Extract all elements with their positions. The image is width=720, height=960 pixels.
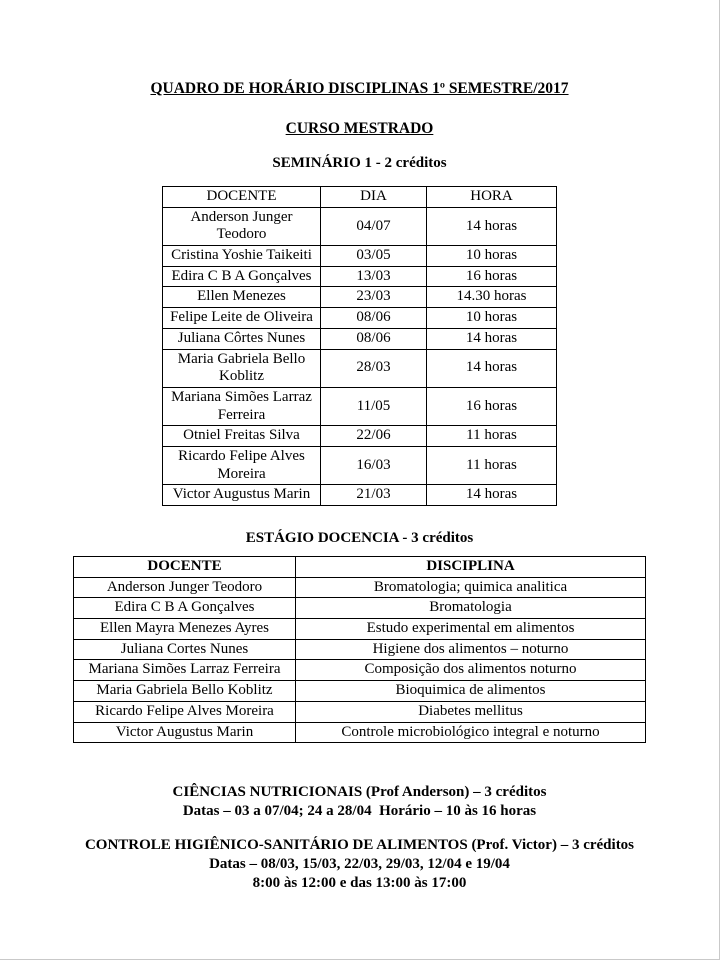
ciencias-dates: Datas – 03 a 07/04; 24 a 28/04 Horário – 10 às 16 horas (182, 803, 537, 820)
disciplina-cell: Composição dos alimentos noturno (296, 660, 646, 681)
dia-cell: 03/05 (321, 246, 427, 267)
hora-cell: 14 horas (427, 207, 557, 245)
table-row (74, 660, 646, 681)
seminario-heading: SEMINÁRIO 1 - 2 créditos (272, 155, 447, 171)
seminario-col-docente: DOCENTE (163, 187, 321, 208)
hora-cell: 14 horas (427, 349, 557, 387)
estagio-col-disciplina: DISCIPLINA (296, 557, 646, 578)
docente-cell: Edira C B A Gonçalves (74, 598, 296, 619)
dia-cell: 08/06 (321, 308, 427, 329)
docente-cell: Victor Augustus Marin (74, 722, 296, 743)
docente-cell: Mariana Simões Larraz Ferreira (163, 387, 321, 425)
docente-cell: Ellen Menezes (163, 287, 321, 308)
docente-cell: Maria Gabriela Bello Koblitz (74, 681, 296, 702)
table-row (163, 349, 557, 387)
seminario-col-dia: DIA (321, 187, 427, 208)
table-row (163, 485, 557, 506)
docente-cell: Cristina Yoshie Taikeiti (163, 246, 321, 267)
table-row (163, 446, 557, 484)
docente-cell: Juliana Cortes Nunes (74, 639, 296, 660)
estagio-header-row (74, 557, 646, 578)
hora-cell: 11 horas (427, 426, 557, 447)
dia-cell: 21/03 (321, 485, 427, 506)
hora-cell: 11 horas (427, 446, 557, 484)
table-row (163, 266, 557, 287)
table-row (74, 681, 646, 702)
document-title: QUADRO DE HORÁRIO DISCIPLINAS 1º SEMESTRE/2017 (150, 80, 569, 97)
estagio-col-docente: DOCENTE (74, 557, 296, 578)
dia-cell: 23/03 (321, 287, 427, 308)
table-row (163, 207, 557, 245)
hora-cell: 10 horas (427, 246, 557, 267)
disciplina-cell: Bioquimica de alimentos (296, 681, 646, 702)
dia-cell: 13/03 (321, 266, 427, 287)
dia-cell: 08/06 (321, 328, 427, 349)
hora-cell: 10 horas (427, 308, 557, 329)
dia-cell: 28/03 (321, 349, 427, 387)
docente-cell: Juliana Côrtes Nunes (163, 328, 321, 349)
table-row (163, 287, 557, 308)
table-row (163, 328, 557, 349)
hora-cell: 14.30 horas (427, 287, 557, 308)
seminario-table (162, 186, 557, 506)
docente-cell: Maria Gabriela Bello Koblitz (163, 349, 321, 387)
table-row (163, 426, 557, 447)
table-row (74, 701, 646, 722)
docente-cell: Otniel Freitas Silva (163, 426, 321, 447)
ciencias-block (0, 783, 719, 821)
table-row (163, 387, 557, 425)
controle-title: CONTROLE HIGIÊNICO-SANITÁRIO DE ALIMENTOS (Prof. Victor) – 3 créditos (84, 837, 635, 854)
disciplina-cell: Diabetes mellitus (296, 701, 646, 722)
docente-cell: Anderson Junger Teodoro (163, 207, 321, 245)
dia-cell: 04/07 (321, 207, 427, 245)
docente-cell: Mariana Simões Larraz Ferreira (74, 660, 296, 681)
docente-cell: Ellen Mayra Menezes Ayres (74, 619, 296, 640)
table-row (74, 619, 646, 640)
controle-hours: 8:00 às 12:00 e das 13:00 às 17:00 (252, 875, 467, 892)
ciencias-title: CIÊNCIAS NUTRICIONAIS (Prof Anderson) – 3 créditos (172, 784, 547, 801)
docente-cell: Felipe Leite de Oliveira (163, 308, 321, 329)
controle-block (0, 836, 719, 893)
table-row (74, 639, 646, 660)
table-row (74, 577, 646, 598)
table-row (163, 308, 557, 329)
disciplina-cell: Estudo experimental em alimentos (296, 619, 646, 640)
hora-cell: 16 horas (427, 387, 557, 425)
table-row (74, 722, 646, 743)
docente-cell: Ricardo Felipe Alves Moreira (163, 446, 321, 484)
hora-cell: 14 horas (427, 328, 557, 349)
docente-cell: Anderson Junger Teodoro (74, 577, 296, 598)
hora-cell: 14 horas (427, 485, 557, 506)
disciplina-cell: Bromatologia; quimica analitica (296, 577, 646, 598)
disciplina-cell: Controle microbiológico integral e noturno (296, 722, 646, 743)
course-title: CURSO MESTRADO (285, 120, 434, 137)
controle-dates: Datas – 08/03, 15/03, 22/03, 29/03, 12/04 e 19/04 (209, 856, 510, 873)
seminario-header-row (163, 187, 557, 208)
docente-cell: Victor Augustus Marin (163, 485, 321, 506)
dia-cell: 11/05 (321, 387, 427, 425)
docente-cell: Edira C B A Gonçalves (163, 266, 321, 287)
estagio-heading: ESTÁGIO DOCENCIA - 3 créditos (245, 530, 474, 546)
estagio-table (73, 556, 646, 743)
dia-cell: 16/03 (321, 446, 427, 484)
seminario-col-hora: HORA (427, 187, 557, 208)
docente-cell: Ricardo Felipe Alves Moreira (74, 701, 296, 722)
hora-cell: 16 horas (427, 266, 557, 287)
disciplina-cell: Higiene dos alimentos – noturno (296, 639, 646, 660)
disciplina-cell: Bromatologia (296, 598, 646, 619)
table-row (74, 598, 646, 619)
dia-cell: 22/06 (321, 426, 427, 447)
table-row (163, 246, 557, 267)
